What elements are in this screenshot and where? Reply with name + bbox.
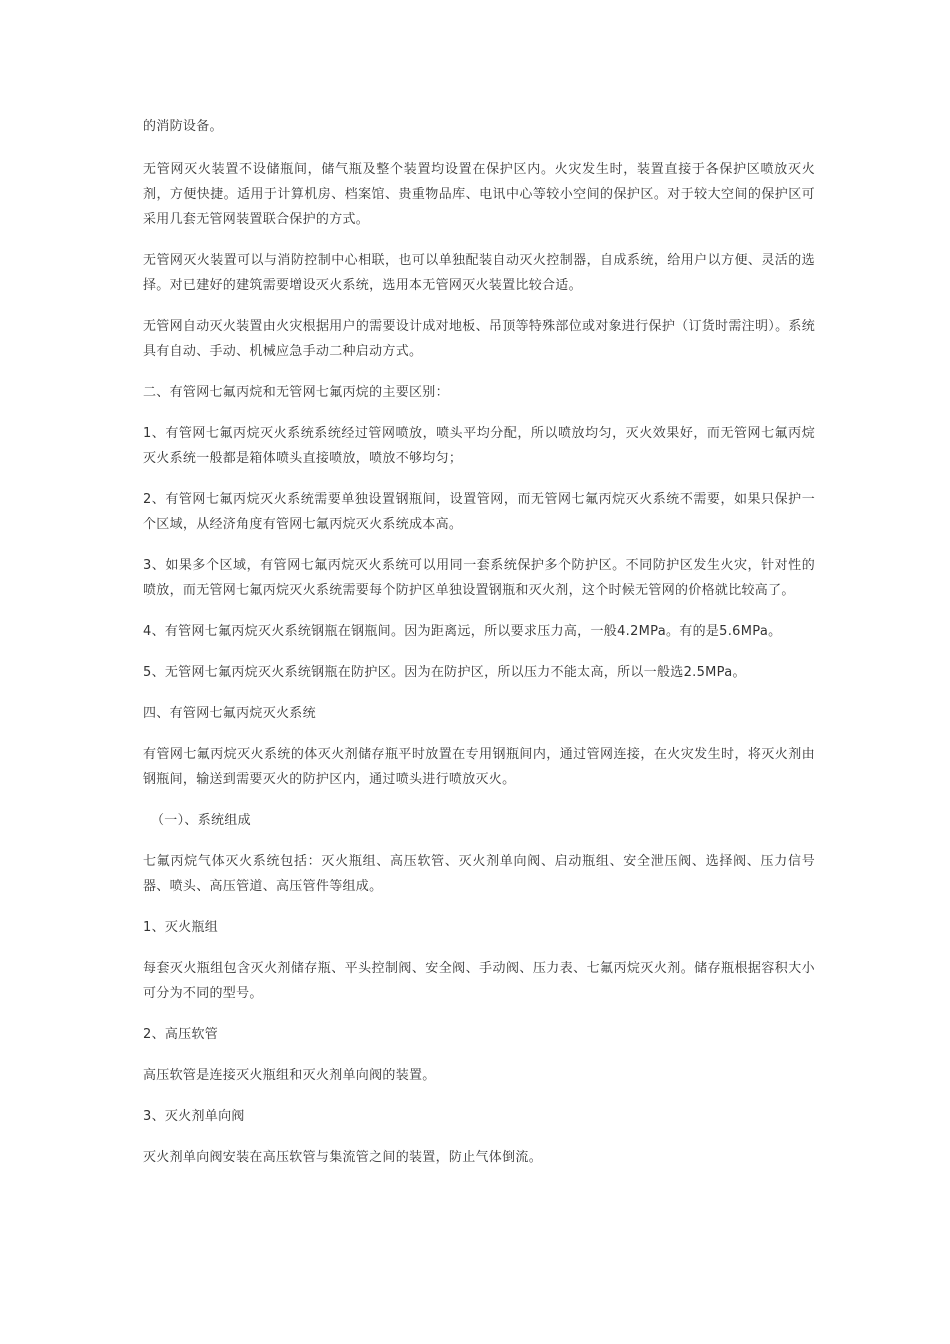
component-heading-check-valve: 3、灭火剂单向阀 [143,1109,245,1124]
paragraph-bottle-group: 每套灭火瓶组包含灭火剂储存瓶、平头控制阀、安全阀、手动阀、压力表、七氟丙烷灭火剂。储存瓶根据容积大小可分为不同的型号。 [143,961,815,1001]
paragraph-piped-system-description: 有管网七氟丙烷灭火系统的体灭火剂储存瓶平时放置在专用钢瓶间内，通过管网连接，在火灾发生时，将灭火剂由钢瓶间，输送到需要灭火的防护区内，通过喷头进行喷放灭火。 [143,747,815,787]
component-heading-bottle-group: 1、灭火瓶组 [143,920,219,935]
difference-item-2: 2、有管网七氟丙烷灭火系统需要单独设置钢瓶间，设置管网，而无管网七氟丙烷灭火系统不需要，如果只保护一个区域，从经济角度有管网七氟丙烷灭火系统成本高。 [143,492,815,532]
paragraph-no-pipe-protection: 无管网自动灭火装置由火灾根据用户的需要设计成对地板、吊顶等特殊部位或对象进行保护（订货时需注明）。系统具有自动、手动、机械应急手动二种启动方式。 [143,319,815,359]
difference-item-3: 3、如果多个区域，有管网七氟丙烷灭火系统可以用同一套系统保护多个防护区。不同防护区发生火灾，针对性的喷放，而无管网七氟丙烷灭火系统需要每个防护区单独设置钢瓶和灭火剂，这个时候无管网的价格就比较高了。 [143,558,815,598]
paragraph-no-pipe-control: 无管网灭火装置可以与消防控制中心相联，也可以单独配装自动灭火控制器，自成系统，给用户以方便、灵活的选择。对已建好的建筑需要增设灭火系统，选用本无管网灭火装置比较合适。 [143,253,815,293]
difference-item-1: 1、有管网七氟丙烷灭火系统系统经过管网喷放，喷头平均分配，所以喷放均匀，灭火效果好，而无管网七氟丙烷灭火系统一般都是箱体喷头直接喷放，喷放不够均匀； [143,426,815,466]
paragraph-high-pressure-hose: 高压软管是连接灭火瓶组和灭火剂单向阀的装置。 [143,1068,436,1083]
paragraph-check-valve: 灭火剂单向阀安装在高压软管与集流管之间的装置，防止气体倒流。 [143,1150,543,1165]
paragraph-composition-list: 七氟丙烷气体灭火系统包括：灭火瓶组、高压软管、灭火剂单向阀、启动瓶组、安全泄压阀、选择阀、压力信号器、喷头、高压管道、高压管件等组成。 [143,854,815,894]
subsection-heading-composition: （一）、系统组成 [151,813,251,828]
section-heading-piped-system: 四、有管网七氟丙烷灭火系统 [143,706,316,721]
component-heading-high-pressure-hose: 2、高压软管 [143,1027,219,1042]
section-heading-differences: 二、有管网七氟丙烷和无管网七氟丙烷的主要区别： [143,385,449,400]
difference-item-5: 5、无管网七氟丙烷灭火系统钢瓶在防护区。因为在防护区，所以压力不能太高，所以一般选2.5MPa。 [143,665,746,680]
document-body [143,114,815,1186]
difference-item-4: 4、有管网七氟丙烷灭火系统钢瓶在钢瓶间。因为距离远，所以要求压力高，一般4.2MPa。有的是5.6MPa。 [143,624,782,639]
paragraph-no-pipe-overview: 无管网灭火装置不设储瓶间，储气瓶及整个装置均设置在保护区内。火灾发生时，装置直接于各保护区喷放灭火剂，方便快捷。适用于计算机房、档案馆、贵重物品库、电讯中心等较小空间的保护区。对于较大空间的保护区可采用几套无管网装置联合保护的方式。 [143,162,815,227]
paragraph-intro-tail: 的消防设备。 [143,119,223,134]
